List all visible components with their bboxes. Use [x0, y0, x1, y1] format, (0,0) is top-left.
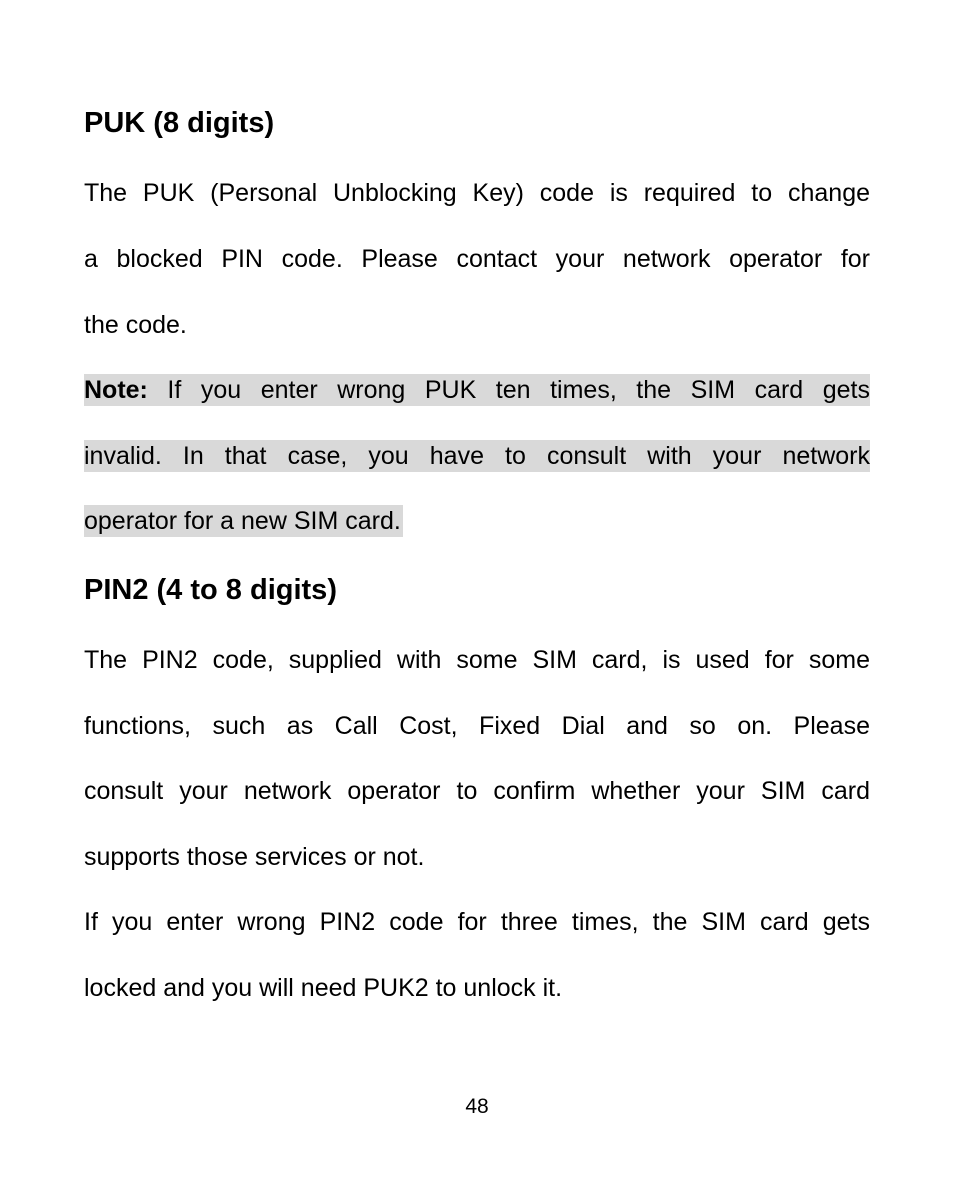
- heading-puk: PUK (8 digits): [84, 107, 275, 139]
- pin2-paragraph-line-3: consult your network operator to confirm whether your SIM card: [84, 777, 870, 805]
- pin2-paragraph-line-4: supports those services or not.: [84, 843, 425, 871]
- page-number: 48: [465, 1095, 489, 1118]
- pin2-paragraph-line-5: If you enter wrong PIN2 code for three times, the SIM card gets: [84, 908, 870, 936]
- note-line-3: operator for a new SIM card.: [84, 507, 401, 535]
- note-line-2: invalid. In that case, you have to consult with your network: [84, 442, 870, 470]
- puk-paragraph-line-2: a blocked PIN code. Please contact your network operator for: [84, 245, 870, 273]
- note-line-3-wrapper: [84, 505, 870, 537]
- note-line-1: [84, 374, 870, 406]
- pin2-paragraph-line-6: locked and you will need PUK2 to unlock it.: [84, 974, 563, 1002]
- heading-pin2: PIN2 (4 to 8 digits): [84, 574, 337, 606]
- puk-paragraph-line-1: The PUK (Personal Unblocking Key) code is required to change: [84, 179, 870, 207]
- note-line-1-text: If you enter wrong PUK ten times, the SIM card gets: [147, 376, 870, 404]
- pin2-paragraph-line-1: The PIN2 code, supplied with some SIM card, is used for some: [84, 646, 870, 674]
- note-label: Note:: [84, 376, 148, 404]
- puk-paragraph-line-3: the code.: [84, 311, 187, 339]
- pin2-paragraph-line-2: functions, such as Call Cost, Fixed Dial and so on. Please: [84, 712, 870, 740]
